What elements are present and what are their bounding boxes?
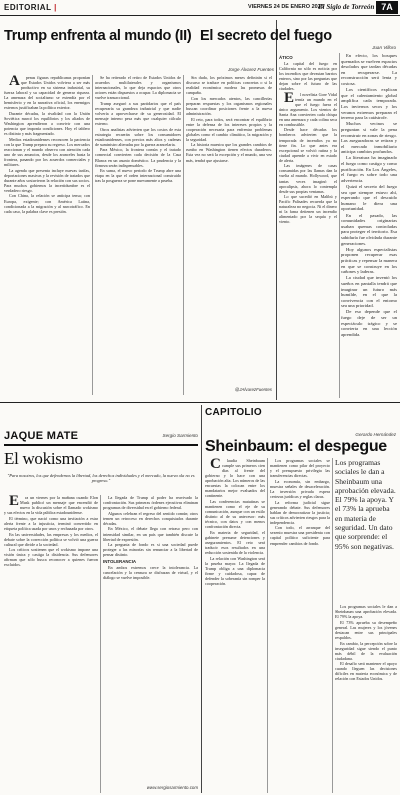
paragraph: Las conferencias matutinas se mantienen como el eje de su comunicación, aunque con un estilo distinto al de su antecesor: más técnico, con datos y con menos confrontación directa. [205, 498, 265, 530]
pullquote-text: Los programas sociales le dan a Sheinbaum una aprobación elevada. El 79% la apoya. Y el 73% la aprueba en materia de seguridad. Un dato que sorprende: el 95% son negativas. [335, 458, 396, 551]
masthead: El Siglo de Torreón [318, 3, 375, 11]
paragraph: En las universidades, las empresas y los medios, el debate sobre la corrección política se volvió una guerra cultural que divide a la sociedad. [4, 531, 98, 547]
article-column-trump-1 [4, 75, 90, 395]
section-label-capitolio: CAPITOLIO [205, 407, 262, 418]
article-column-wokismo-2 [103, 495, 198, 783]
article-column-sheinbaum-1 [205, 458, 265, 793]
column-divider [267, 458, 268, 793]
article-column-fuego-2 [341, 53, 397, 398]
paragraph: En suma, el nuevo periodo de Trump abre una etapa en la que el orden internacional construido tras la posguerra se pone nuevamente a prueba. [95, 168, 181, 184]
paragraph: En el pasado, las comunidades originarias usaban quemas controladas para proteger el territorio. Esa sabiduría fue olvidada durante generaciones. [341, 212, 397, 246]
paragraph: La pregunta de fondo es si una sociedad puede proteger a las minorías sin renunciar a la libertad de pensar distinto. [103, 542, 198, 558]
paragraph: La agenda que presenta incluye nuevas tarifas, deportaciones masivas y la revisión de tratados que durante años sostuvieron la relación con sus socios. Para muchos gobiernos la incertidumbre es el verdadero riesgo. [4, 167, 90, 193]
page-header [0, 0, 400, 16]
paragraph: Los críticos sostienen que el wokismo impone una visión única y castiga la disidencia. Sus defensores afirman que sólo busca reconocer a quienes fueron excluidos. [4, 547, 98, 568]
article-column-trump-2 [95, 75, 181, 395]
paragraph: El 73% aprueba su desempeño general. Las mujeres y los jóvenes destacan entre sus principales respaldos. [335, 619, 397, 640]
paragraph: La literatura ha imaginado el fuego como castigo y como purificación. En Los Ángeles, el fuego es sobre todo una advertencia. [341, 155, 397, 183]
paragraph: Sin duda, los próximos meses definirán si el discurso se traduce en políticas concretas o si la realidad económica modera las promesas de campaña. [186, 75, 272, 96]
section-separator: | [54, 3, 57, 12]
section-title: EDITORIAL [4, 3, 52, 12]
paragraph: De eso depende que el fuego deje de ser un espectáculo trágico y se convierta en una lección aprendida. [341, 309, 397, 337]
paragraph: Los científicos explican que el calentamiento global amplifica cada temporada. Los inviernos secos y los veranos extremos preparan el terreno para la catástrofe. [341, 87, 397, 121]
paragraph: En ambos extremos crece la intolerancia. La cancelación y la censura se disfrazan de virtud, y el diálogo se vuelve imposible. [103, 564, 198, 581]
section-label-jaque-mate: JAQUE MATE [4, 430, 79, 442]
paragraph: El novelista Gore Vidal temía un mundo en el que el fuego fuera el único argumento. Los vientos de Santa Ana convierten cada chispa en una amenaza y cada colina seca en combustible. [279, 89, 337, 127]
paragraph: El reto, para todos, será encontrar el equilibrio entre la defensa de los intereses propios y la cooperación necesaria para enfrentar problemas globales como el cambio climático, la migración y la seguridad. [186, 116, 272, 142]
paragraph: Otros analistas advierten que los costos de esta estrategia recaerán sobre los consumidores estadounidenses, con precios más altos y cadenas de suministro alteradas por la guerra arancelaria. [95, 126, 181, 147]
paragraph: Desde hace décadas los bomberos advierten que la temporada de incendios ya no tiene fin. Lo que antes era excepcional se volvió rutina y la ciudad aprende a vivir en estado de alerta. [279, 127, 337, 163]
article-pullquote-sheinbaum [335, 458, 397, 558]
column-divider [339, 53, 340, 398]
page-number: 7A [376, 1, 398, 14]
paragraph: Hoy algunos especialistas proponen recuperar esas prácticas y repensar la manera en que se construye en los cañones y laderas. [341, 246, 397, 275]
article-column-sheinbaum-2 [270, 458, 330, 793]
article-byline-wokismo: Sergio Sarmiento [162, 433, 198, 438]
column-divider [100, 495, 101, 793]
section-rule [0, 402, 400, 403]
article-column-fuego-1 [279, 53, 337, 398]
paragraph: En cambio, la percepción sobre la inseguridad sigue siendo el punto más débil de la evaluación ciudadana. [335, 640, 397, 661]
article-headline-sheinbaum: Sheinbaum: el despegue [205, 438, 387, 455]
paragraph: En México, el debate llega con retraso pero con intensidad similar, en un país que también discute la libertad de expresión. [103, 526, 198, 542]
paragraph: Claudia Sheinbaum cumple sus primeros cien días al frente del gobierno y lo hace con una aprobación alta. Los números de las encuestas la colocan entre los mandatarios mejor evaluados del continente. [205, 458, 265, 499]
article-headline-fuego: El secreto del fuego [200, 28, 332, 44]
paragraph: Era un viernes por la mañana cuando Elon Musk publicó un mensaje que encendió de nuevo la discusión sobre el llamado wokismo y sus efectos en la vida pública estadounidense. [4, 495, 98, 516]
article-credit-trump: @JAlvarezFuentes [234, 387, 272, 392]
article-credit-wokismo: www.sergiosarmiento.com [146, 785, 198, 790]
paragraph: La capital del fuego en California no sólo es noticia por los incendios que devastan barrios enteros, sino por las preguntas que dejan sobre el futuro de las ciudades. [279, 60, 337, 91]
section-bar [4, 444, 198, 446]
column-divider [92, 75, 93, 395]
section-divider [201, 405, 202, 793]
paragraph: La reforma judicial sigue generando debate. Sus defensores hablan de democratizar la justicia; sus críticos advierten riesgos para la independencia. [270, 499, 330, 525]
paragraph: Se ha reiterado el retiro de Estados Unidos de acuerdos multilaterales y organismos internacionales, lo que deja espacios que otros actores están dispuestos a ocupar. La diplomacia se vuelve transaccional. [95, 75, 181, 101]
paragraph: Con los mercados atentos, las cancillerías preparan respuestas y los organismos regionales buscan coordinar posiciones frente a la nueva administración. [186, 95, 272, 116]
issue-date: VIERNES 24 DE ENERO 2025 [248, 4, 324, 10]
paragraph: Durante décadas, la rivalidad con la Unión Soviética marcó los equilibrios y los aliados de Washington aprendieron a convivir con una potencia que imponía condiciones. Hoy el tablero es distinto y más fragmentado. [4, 110, 90, 137]
paragraph: Para México, la frontera común y el tratado comercial convierten cada decisión de la Casa Blanca en un asunto doméstico. La prudencia y la firmeza serán indispensables. [95, 147, 181, 168]
section-divider [276, 20, 277, 400]
paragraph: La relación con Washington será la prueba mayor. La llegada de Trump obliga a una diplomacia firme y cuidadosa, capaz de defender la soberanía sin romper la cooperación. [205, 555, 265, 586]
paragraph: Con China, la relación se anticipa tensa; con Europa, exigente; con América Latina, condicionada a la migración y al narcotráfico. En cada caso, la palabra clave es presión. [4, 193, 90, 214]
article-column-wokismo-1 [4, 495, 98, 793]
article-headline-wokismo: El wokismo [4, 449, 83, 468]
article-column-sheinbaum-3 [335, 604, 397, 793]
paragraph: En efecto, los bosques quemados se vuelven espacios desolados que tardan décadas en recuperarse. La reconstrucción será lenta y costosa. [341, 53, 397, 86]
article-headline-trump: Trump enfrenta al mundo (II) [4, 28, 192, 44]
paragraph: Apenas figuras republicanas proponían que Estados Unidos volviera a ser más productivo en su sistema industrial, su fuerza laboral y su capacidad de generar riqueza. La amenaza del socialismo se extendía por el hemisferio y en la narrativa oficial, los enemigos externos justificaban la política exterior. [4, 75, 90, 111]
paragraph: Lo que sucedió en Malibú y Pacific Palisades recuerda que la naturaleza no negocia. Ni el dinero ni la fama detienen un incendio alimentado por la sequía y el viento. [279, 194, 337, 225]
paragraph: La ciudad que inventó los sueños en pantalla tendrá que imaginar un futuro más humilde, en el que la convivencia con el entorno sea una prioridad. [341, 275, 397, 309]
article-column-trump-3 [186, 75, 272, 383]
paragraph: Trump aseguró a sus partidarios que el país recuperaría su grandeza industrial y que nadie volvería a aprovecharse de su generosidad. El mensaje interno pesa más que cualquier cálculo externo. [95, 100, 181, 127]
paragraph: Con todo, el arranque del sexenio muestra una presidenta con capital político suficiente para emprender cambios de fondo. [270, 525, 330, 546]
paragraph: El término, que nació como una invitación a estar alerta frente a la injusticia, terminó convertido en etiqueta política usada por unos y rechazada por otros. [4, 515, 98, 531]
column-divider [183, 75, 184, 395]
paragraph: La economía, sin embargo, muestra señales de desaceleración. La inversión privada espera certezas jurídicas y reglas claras. [270, 478, 330, 499]
paragraph: Quizá el secreto del fuego sea que siempre estuvo ahí, esperando que el descuido humano le diera una oportunidad. [341, 184, 397, 212]
subheading: ÁTICO [279, 55, 293, 60]
paragraph: Medios estadounidenses reconocen la paciencia con la que Trump prepara su regreso. Los mercados reaccionan y el mundo observa con atención cada uno de sus anuncios, desde los aranceles hasta la frontera, pasando por los acuerdos comerciales y militares. [4, 136, 90, 167]
article-byline-fuego: Juan Villoro [372, 45, 396, 50]
paragraph: La historia muestra que los grandes cambios de rumbo en Washington tienen efectos duraderos. Esta vez no será la excepción y el mundo, una vez más, tendrá que ajustarse. [186, 142, 272, 163]
paragraph: Los programas sociales se mantienen como pilar del proyecto y el presupuesto privilegia las transferencias directas. [270, 458, 330, 479]
paragraph: Los programas sociales le dan a Sheinbaum una aprobación elevada. El 79% la apoya. [335, 604, 397, 620]
paragraph: Muchos vecinos se preguntan si vale la pena reconstruir en zonas de riesgo. Las aseguradoras se retiran y el mercado inmobiliario anticipa cambios profundos. [341, 121, 397, 155]
subheading: INTOLERANCIA [103, 559, 137, 565]
paragraph: Algunos celebran el regreso del sentido común; otros temen un retroceso en derechos conquistados durante décadas. [103, 510, 198, 526]
column-divider [332, 458, 333, 793]
paragraph: Las imágenes de casas consumidas por las llamas dan la vuelta al mundo. Hollywood, que tantas veces imaginó el apocalipsis, ahora lo contempla desde sus propias ventanas. [279, 163, 337, 194]
article-epigraph-wokismo [4, 473, 198, 493]
section-name [4, 3, 57, 12]
paragraph: En materia de seguridad, el gabinete presume detenciones y aseguramientos. El reto será traducir esos resultados en una reducción sostenida de la violencia. [205, 529, 265, 556]
article-byline-capitolio: Gerardo Hernández [355, 432, 396, 437]
paragraph: El desafío será mantener el apoyo cuando lleguen las decisiones difíciles en materia económica y de relación con Estados Unidos. [335, 661, 397, 682]
epigraph-text: "Para nosotros, los que defendemos la libertad, los derechos individuales y el mercado, la nueva ola no es progreso." [7, 473, 195, 484]
article-byline-trump: Jorge Álvarez Fuentes [228, 67, 274, 72]
paragraph: La llegada de Trump al poder ha reavivado la confrontación. Sus primeras órdenes ejecutivas eliminan programas de diversidad en el gobierno federal. [103, 495, 198, 511]
